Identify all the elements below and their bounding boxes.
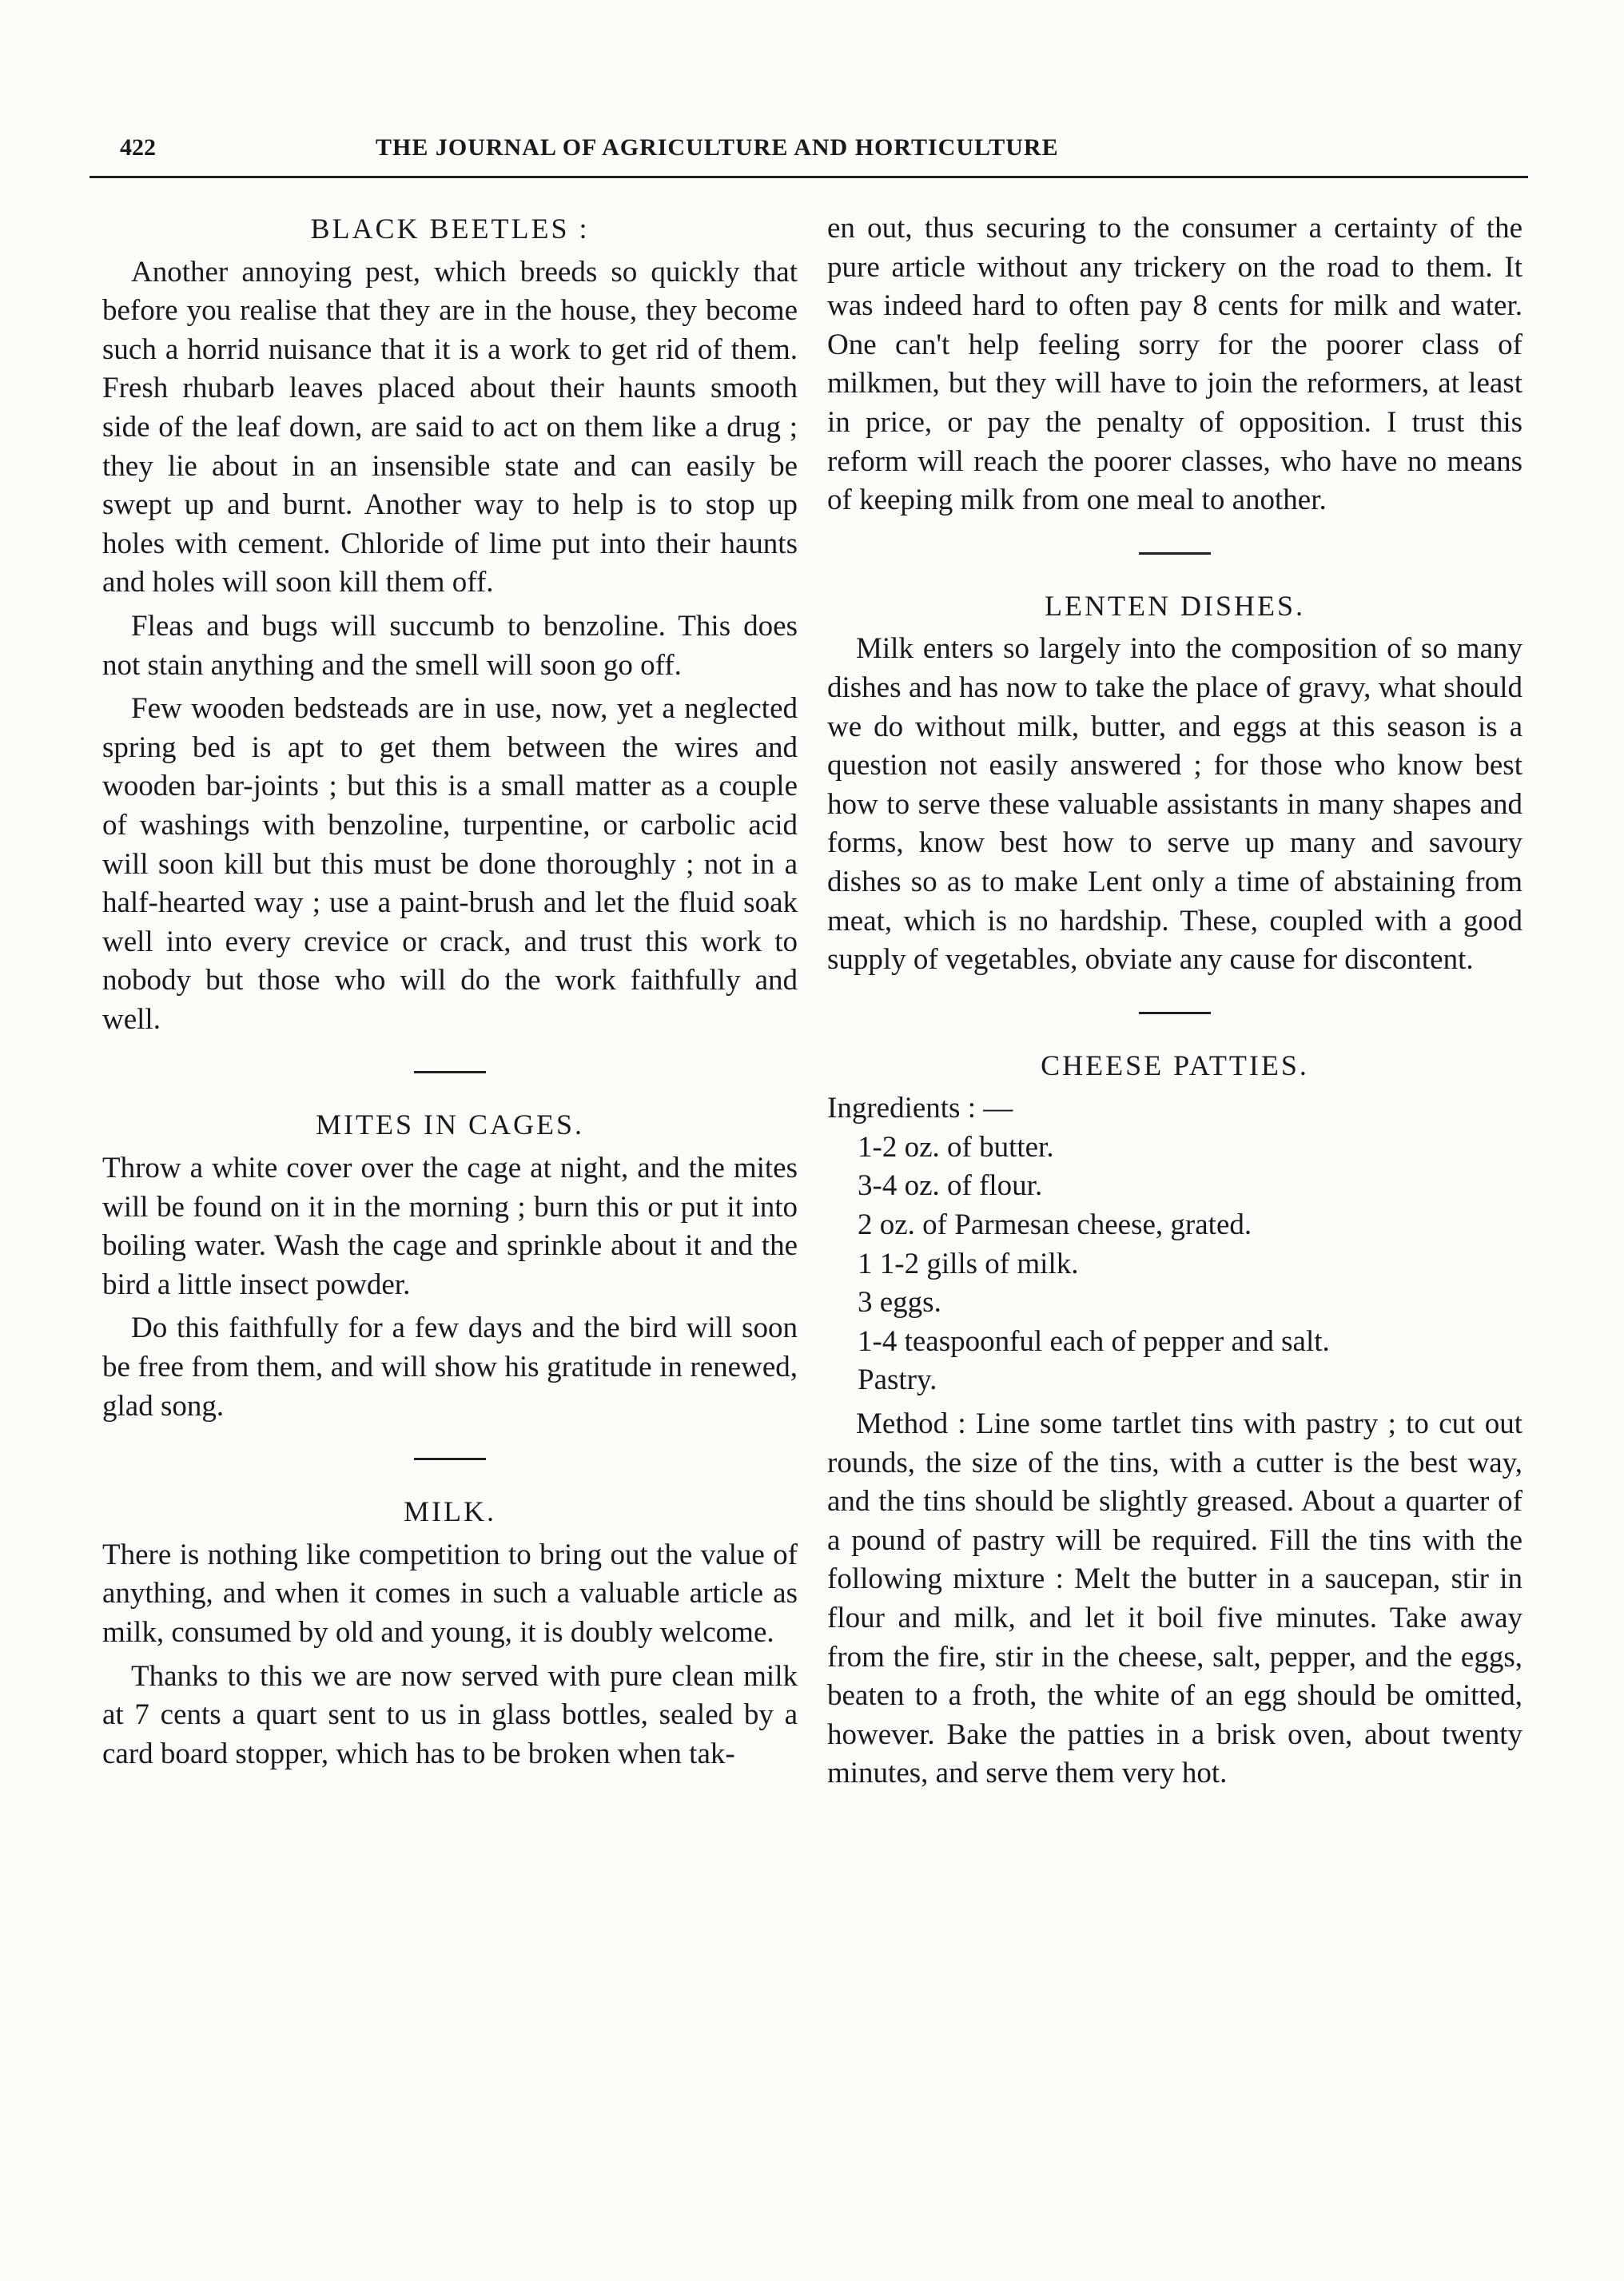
paragraph: en out, thus securing to the consumer a certainty of the pure article without any trickery on the road to them. It was indeed hard to often pay 8 cents for milk and water. One can't help feeling sorry for the poorer class of milkmen, but they will have to join the reformers, at least in price, or pay the penalty of opposition. I trust this reform will reach the poorer classes, who have no means of keeping milk from one meal to another. xyxy=(827,212,1522,517)
ingredient-item: 1-2 oz. of butter. xyxy=(858,1130,1054,1164)
section-divider xyxy=(1139,1012,1211,1014)
paragraph: Few wooden bedsteads are in use, now, yet a neglected spring bed is apt to get them between the wires and wooden bar-joints ; but this is a small matter as a couple of washings with benzoline, turpentine, or carbolic acid will soon kill but this must be done thoroughly ; not in a half-hearted way ; use a paint-brush and let the fluid soak well into every crevice or crack, and trust this work to nobody but those who will do the work faithfully and well. xyxy=(102,692,798,1036)
header-rule xyxy=(90,176,1528,178)
ingredient-item: 2 oz. of Parmesan cheese, grated. xyxy=(858,1208,1252,1242)
section-heading-mites: MITES IN CAGES. xyxy=(315,1109,584,1141)
ingredients-label: Ingredients : — xyxy=(827,1092,1013,1125)
paragraph: Milk enters so largely into the composition of so many dishes and has now to take the place of gravy, what should we do without milk, butter, and eggs at this season is a question not easily answered ; for those who know best how to serve these valuable assistants in many shapes and forms, know best how to serve up many and savoury dishes so as to make Lent only a time of abstaining from meat, which is no hardship. These, coupled with a good supply of vegetables, obviate any cause for discontent. xyxy=(827,632,1522,977)
running-title: THE JOURNAL OF AGRICULTURE AND HORTICULTURE xyxy=(376,134,1059,161)
page-number: 422 xyxy=(120,134,156,161)
section-heading-lenten: LENTEN DISHES. xyxy=(1045,589,1305,622)
section-divider xyxy=(414,1458,486,1460)
right-column xyxy=(827,209,1522,1798)
section-divider xyxy=(1139,552,1211,555)
paragraph: Do this faithfully for a few days and the bird will soon be free from them, and will show his gratitude in renewed, glad song. xyxy=(102,1312,798,1423)
ingredients-list xyxy=(827,1089,1522,1400)
ingredient-item: 3 eggs. xyxy=(858,1286,941,1320)
section-heading-black-beetles: BLACK BEETLES : xyxy=(310,213,590,245)
paragraph: Throw a white cover over the cage at night, and the mites will be found on it in the morning ; burn this or put it into boiling water. Wash the cage and sprinkle about it and the bird a little insect powder. xyxy=(102,1152,798,1301)
ingredient-item: 3-4 oz. of flour. xyxy=(858,1169,1043,1203)
method-paragraph: Method : Line some tartlet tins with pastry ; to cut out rounds, the size of the tins, with a cutter is the best way, and the tins should be slightly greased. About a quarter of a pound of pastry will be required. Fill the tins with the following mixture : Melt the butter in a saucepan, stir in flour and milk, and let it boil five minutes. Take away from the fire, stir in the cheese, salt, pepper, and the eggs, beaten to a froth, the white of an egg should be omitted, however. Bake the patties in a brisk oven, about twenty minutes, and serve them very hot. xyxy=(827,1407,1522,1790)
paragraph: Another annoying pest, which breeds so quickly that before you realise that they are in the house, they become such a horrid nuisance that it is a work to get rid of them. Fresh rhubarb leaves placed about their haunts smooth side of the leaf down, are said to act on them like a drug ; they lie about in an insensible state and can easily be swept up and burnt. Another way to help is to stop up holes with cement. Chloride of lime put into their haunts and holes will soon kill them off. xyxy=(102,255,798,599)
paragraph: Fleas and bugs will succumb to benzoline. This does not stain anything and the smell will soon go off. xyxy=(102,609,798,682)
paragraph: Thanks to this we are now served with pure clean milk at 7 cents a quart sent to us in glass bottles, sealed by a card board stopper, which has to be broken when tak- xyxy=(102,1659,798,1770)
ingredient-item: Pastry. xyxy=(858,1363,937,1397)
section-heading-milk: MILK. xyxy=(404,1495,496,1528)
left-column xyxy=(102,209,798,1778)
ingredient-item: 1 1-2 gills of milk. xyxy=(858,1247,1079,1280)
page-header xyxy=(120,134,1515,174)
section-divider xyxy=(414,1071,486,1073)
ingredient-item: 1-4 teaspoonful each of pepper and salt. xyxy=(858,1324,1330,1358)
paragraph: There is nothing like competition to bring out the value of anything, and when it comes in such a valuable article as milk, consumed by old and young, it is doubly welcome. xyxy=(102,1538,798,1649)
section-heading-cheese: CHEESE PATTIES. xyxy=(1041,1049,1309,1081)
